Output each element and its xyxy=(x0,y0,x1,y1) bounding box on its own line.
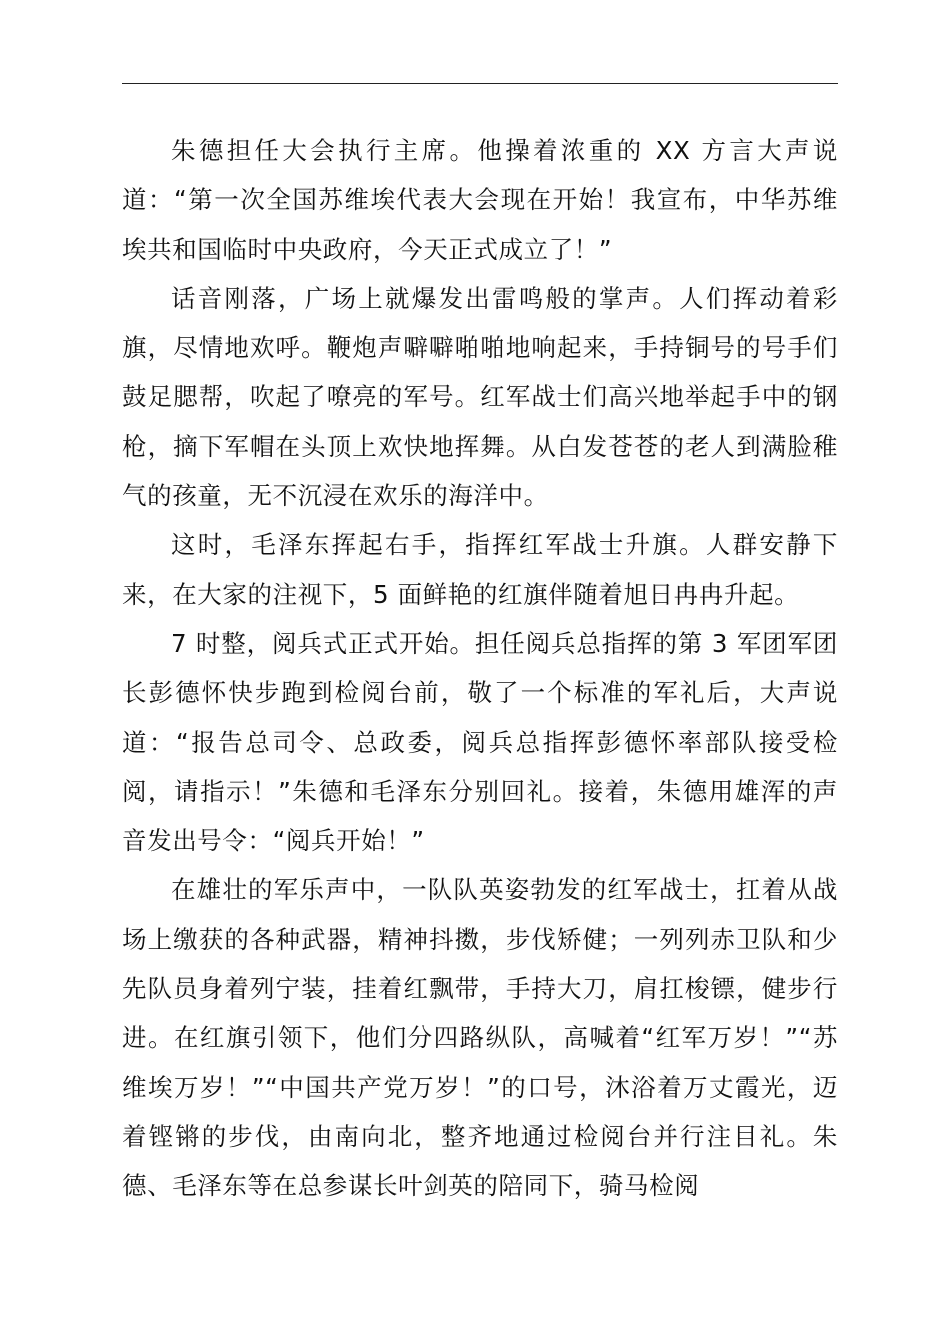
paragraph-2: 话音刚落，广场上就爆发出雷鸣般的掌声。人们挥动着彩旗，尽情地欢呼。鞭炮声噼噼啪啪地响起来，手持铜号的号手们鼓足腮帮，吹起了嘹亮的军号。红军战士们高兴地举起手中的钢枪，摘下军帽在头顶上欢快地挥舞。从白发苍苍的老人到满脸稚气的孩童，无不沉浸在欢乐的海洋中。 xyxy=(122,283,838,511)
paragraph-4: 7 时整，阅兵式正式开始。担任阅兵总指挥的第 3 军团军团长彭德怀快步跑到检阅台前，敬了一个标准的军礼后，大声说道：“报告总司令、总政委，阅兵总指挥彭德怀率部队接受检阅，请指示！”朱德和毛泽东分别回礼。接着，朱德用雄浑的声音发出号令：“阅兵开始！” xyxy=(122,628,838,856)
header-rule xyxy=(122,83,838,84)
body-text xyxy=(122,126,838,1211)
paragraph-1: 朱德担任大会执行主席。他操着浓重的 XX 方言大声说道：“第一次全国苏维埃代表大会现在开始！我宣布，中华苏维埃共和国临时中央政府，今天正式成立了！” xyxy=(122,136,838,264)
paragraph-5: 在雄壮的军乐声中，一队队英姿勃发的红军战士，扛着从战场上缴获的各种武器，精神抖擞，步伐矫健；一列列赤卫队和少先队员身着列宁装，挂着红飘带，手持大刀，肩扛梭镖，健步行进。在红旗引领下，他们分四路纵队，高喊着“红军万岁！”“苏维埃万岁！”“中国共产党万岁！”的口号，沐浴着万丈霞光，迈着铿锵的步伐，由南向北，整齐地通过检阅台并行注目礼。朱德、毛泽东等在总参谋长叶剑英的陪同下，骑马检阅 xyxy=(122,875,838,1201)
paragraph-3: 这时，毛泽东挥起右手，指挥红军战士升旗。人群安静下来，在大家的注视下，5 面鲜艳的红旗伴随着旭日冉冉升起。 xyxy=(122,530,838,609)
